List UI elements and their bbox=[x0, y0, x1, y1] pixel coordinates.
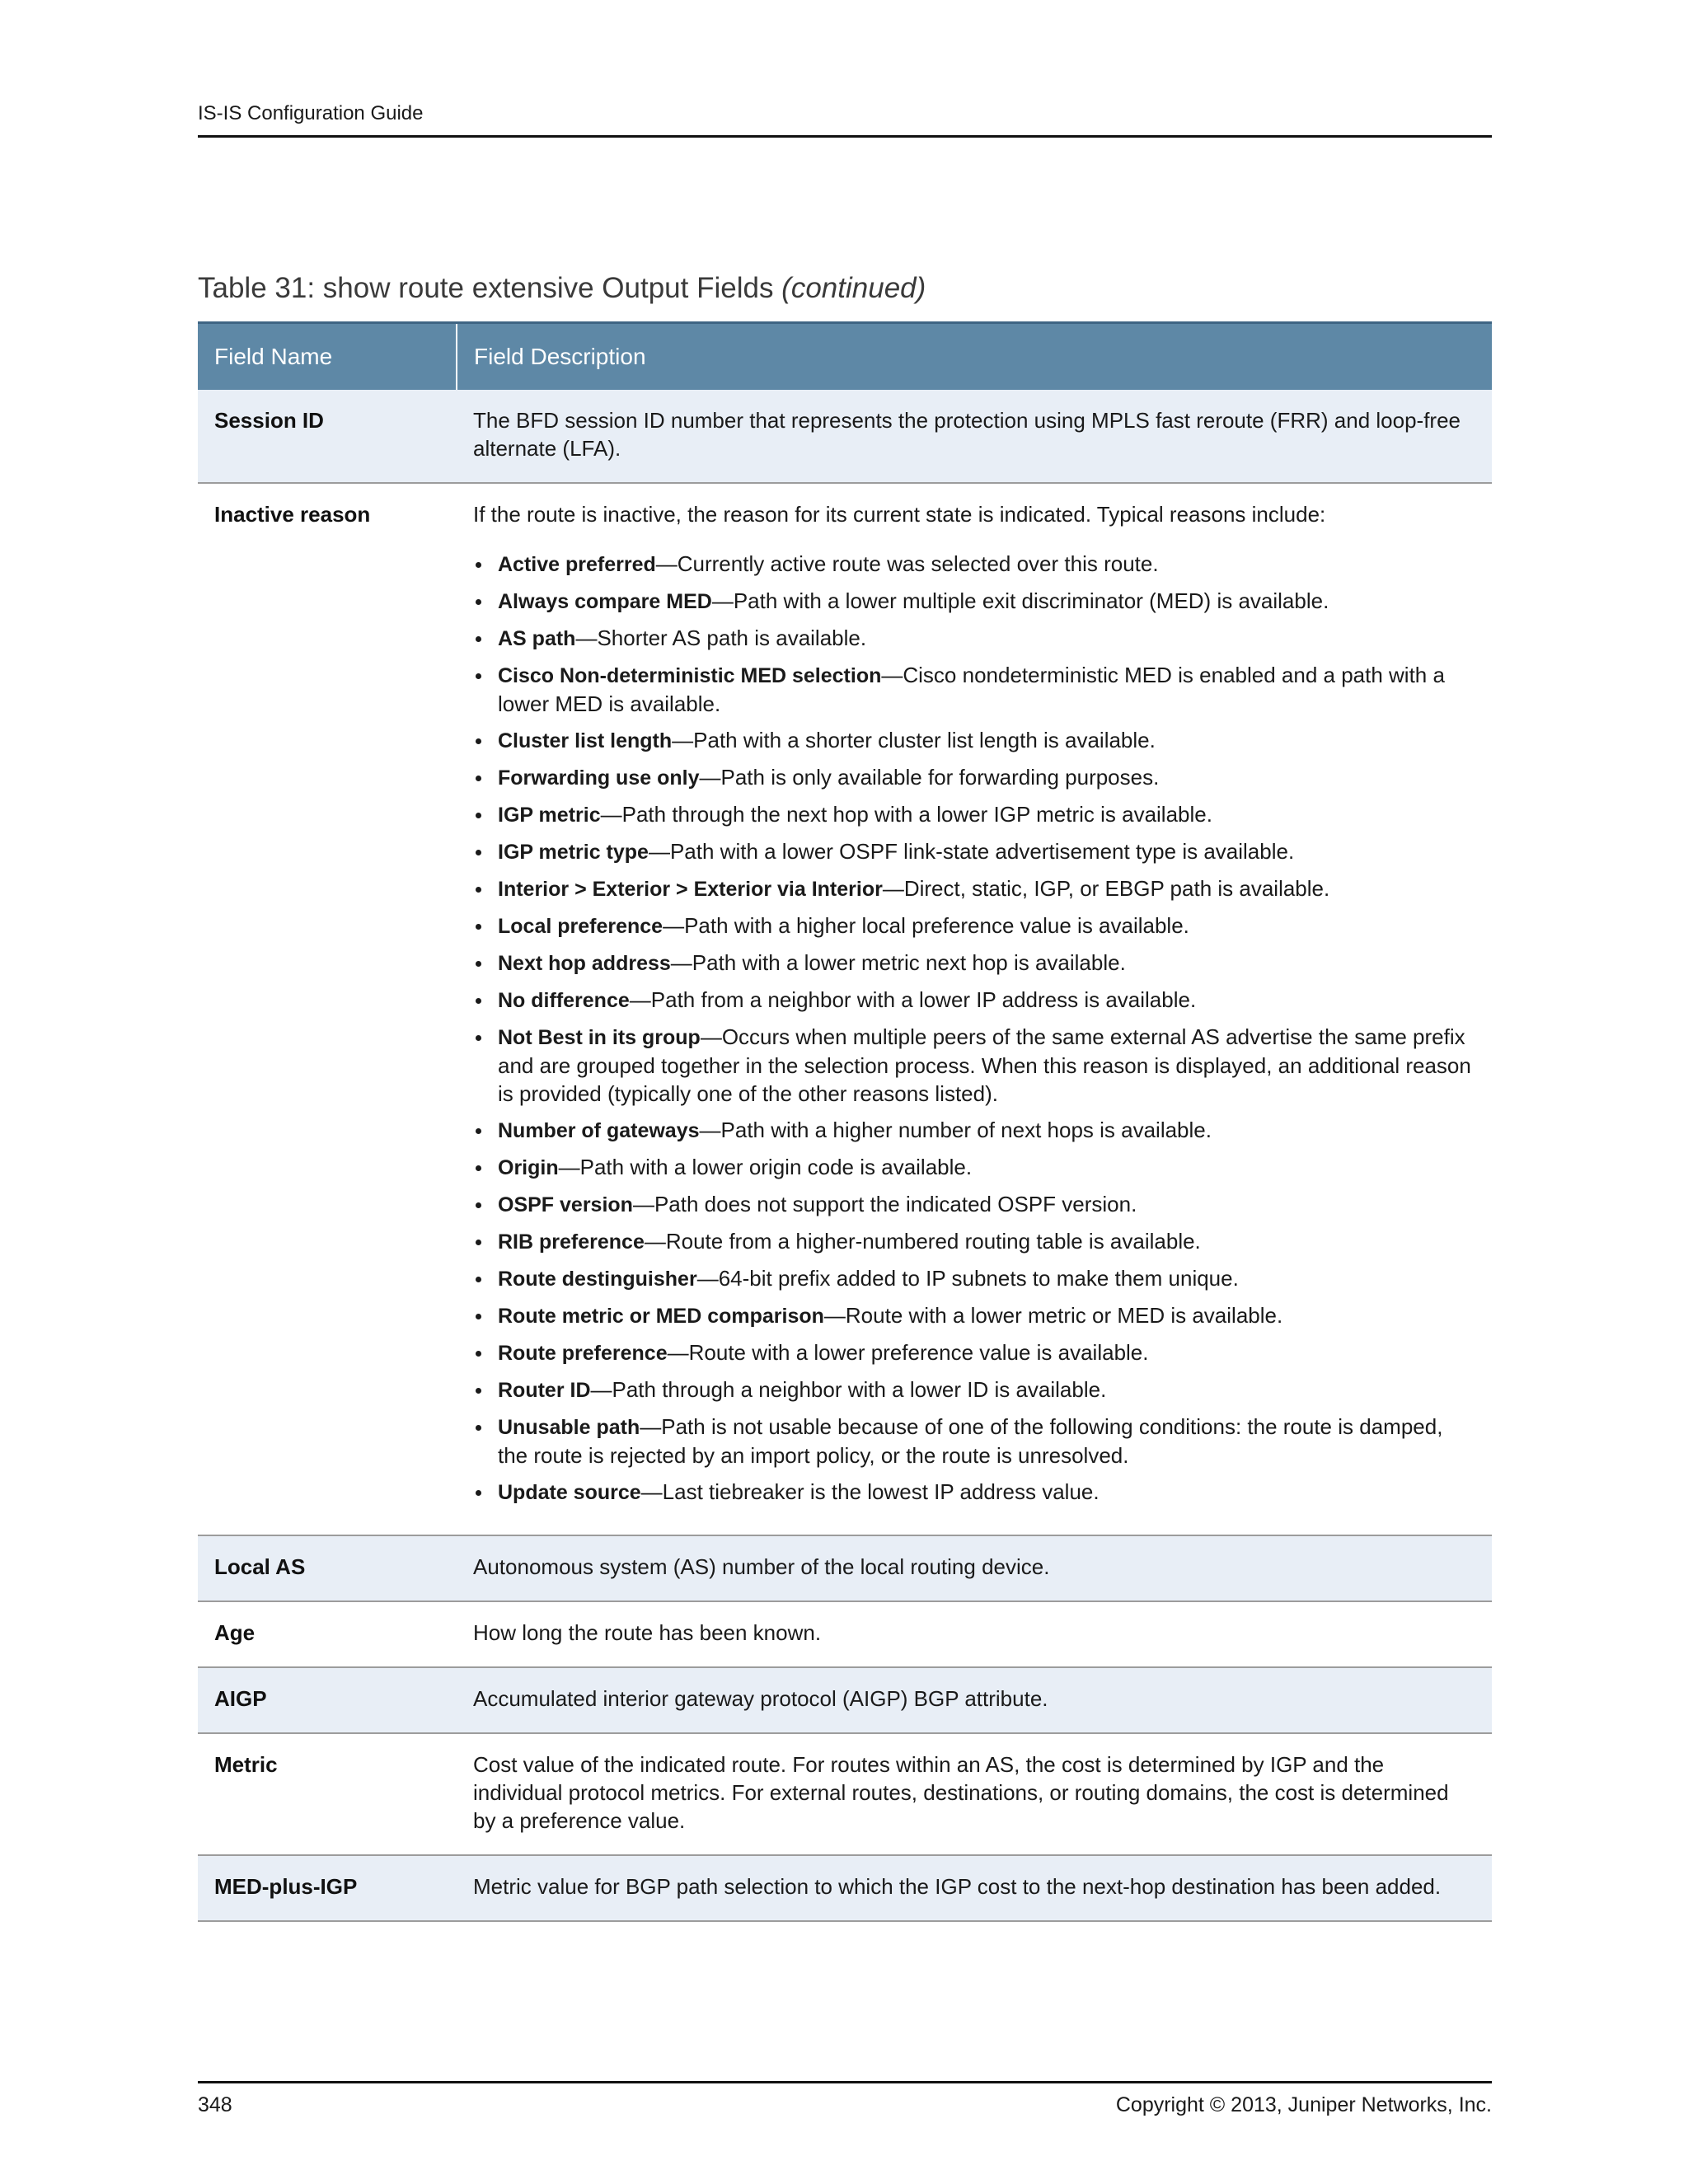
field-name: Local AS bbox=[198, 1535, 457, 1601]
reason-term: Router ID bbox=[498, 1379, 591, 1402]
reason-term: Cisco Non-deterministic MED selection bbox=[498, 664, 882, 687]
list-item bbox=[473, 986, 1475, 1015]
list-item bbox=[473, 1023, 1475, 1108]
table-row-aigp bbox=[198, 1667, 1492, 1733]
table-title bbox=[198, 272, 926, 305]
field-description: Metric value for BGP path selection to which the IGP cost to the next-hop destination has been added. bbox=[457, 1855, 1492, 1921]
reason-text: —Path with a higher number of next hops is available. bbox=[699, 1118, 1212, 1142]
field-description: Autonomous system (AS) number of the local routing device. bbox=[457, 1535, 1492, 1601]
list-item bbox=[473, 587, 1475, 616]
reason-term: Route destinguisher bbox=[498, 1268, 697, 1291]
reason-text: —Cisco nondeterministic MED is enabled and a path with a lower MED is available. bbox=[498, 663, 1445, 716]
table-row-local-as bbox=[198, 1535, 1492, 1601]
reason-term: Unusable path bbox=[498, 1416, 640, 1439]
list-item bbox=[473, 1376, 1475, 1404]
list-item bbox=[473, 1338, 1475, 1367]
reason-term: Always compare MED bbox=[498, 590, 712, 613]
reason-text: —Path through a neighbor with a lower ID is available. bbox=[590, 1377, 1107, 1402]
column-header-field-name: Field Name bbox=[198, 323, 457, 391]
page-number: 348 bbox=[198, 2093, 232, 2116]
reason-term: OSPF version bbox=[498, 1193, 633, 1216]
field-name: AIGP bbox=[198, 1667, 457, 1733]
list-item bbox=[473, 1478, 1475, 1507]
table-row-session-id bbox=[198, 390, 1492, 483]
copyright-notice: Copyright © 2013, Juniper Networks, Inc. bbox=[1115, 2093, 1492, 2116]
list-item bbox=[473, 1153, 1475, 1182]
list-item bbox=[473, 1264, 1475, 1293]
field-description: Accumulated interior gateway protocol (AIGP) BGP attribute. bbox=[457, 1667, 1492, 1733]
reason-term: IGP metric bbox=[498, 804, 601, 827]
field-description-intro: If the route is inactive, the reason for its current state is indicated. Typical reasons include: bbox=[473, 502, 1326, 527]
reason-term: Number of gateways bbox=[498, 1119, 700, 1142]
reason-term: Active preferred bbox=[498, 553, 656, 576]
reason-text: —Route with a lower preference value is available. bbox=[667, 1340, 1149, 1365]
list-item bbox=[473, 550, 1475, 579]
reason-term: Origin bbox=[498, 1156, 559, 1179]
reason-text: —Path from a neighbor with a lower IP address is available. bbox=[629, 987, 1197, 1012]
list-item bbox=[473, 1301, 1475, 1330]
reason-text: —Path is only available for forwarding purposes. bbox=[699, 765, 1160, 790]
table-row-med-plus-igp bbox=[198, 1855, 1492, 1921]
list-item bbox=[473, 837, 1475, 866]
list-item bbox=[473, 661, 1475, 718]
reason-text: —Route with a lower metric or MED is available. bbox=[823, 1303, 1283, 1328]
reason-term: Route preference bbox=[498, 1342, 668, 1365]
reason-term: Cluster list length bbox=[498, 729, 673, 752]
reason-text: —Path with a lower metric next hop is available. bbox=[670, 950, 1126, 975]
reason-term: Next hop address bbox=[498, 952, 671, 975]
reason-text: —Path with a higher local preference value is available. bbox=[663, 913, 1189, 938]
reason-text: —Path through the next hop with a lower IGP metric is available. bbox=[600, 802, 1212, 827]
inactive-reasons-list bbox=[473, 550, 1475, 1507]
field-description: Cost value of the indicated route. For routes within an AS, the cost is determined by IGP and the individual protocol metrics. For external routes, destinations, or routing domains, the cost is determined by a preference value. bbox=[457, 1733, 1492, 1855]
table-title-continued: (continued) bbox=[781, 272, 926, 304]
field-name: Inactive reason bbox=[198, 483, 457, 1535]
reason-term: Route metric or MED comparison bbox=[498, 1305, 824, 1328]
table-row-age bbox=[198, 1601, 1492, 1667]
running-header bbox=[198, 102, 1492, 138]
list-item bbox=[473, 800, 1475, 829]
running-header-title: IS-IS Configuration Guide bbox=[198, 102, 424, 124]
list-item bbox=[473, 912, 1475, 940]
reason-term: Local preference bbox=[498, 915, 663, 938]
reason-text: —Path with a lower origin code is available. bbox=[558, 1155, 973, 1179]
field-name: Metric bbox=[198, 1733, 457, 1855]
list-item bbox=[473, 726, 1475, 755]
field-description: How long the route has been known. bbox=[457, 1601, 1492, 1667]
list-item bbox=[473, 1190, 1475, 1219]
reason-text: —Direct, static, IGP, or EBGP path is available. bbox=[882, 876, 1330, 901]
reason-text: —Path with a shorter cluster list length is available. bbox=[672, 728, 1156, 752]
list-item bbox=[473, 624, 1475, 653]
table-header-row bbox=[198, 323, 1492, 391]
field-description: The BFD session ID number that represents the protection using MPLS fast reroute (FRR) and loop-free alternate (LFA). bbox=[457, 390, 1492, 483]
reason-text: —Occurs when multiple peers of the same external AS advertise the same prefix and are grouped together in the selection process. When this reason is displayed, an additional reason is provided (typically one of the other reasons listed). bbox=[498, 1024, 1471, 1106]
reason-text: —Currently active route was selected over this route. bbox=[655, 551, 1159, 576]
reason-term: RIB preference bbox=[498, 1230, 645, 1254]
reason-term: No difference bbox=[498, 989, 630, 1012]
reason-text: —64-bit prefix added to IP subnets to make them unique. bbox=[696, 1266, 1239, 1291]
list-item bbox=[473, 1227, 1475, 1256]
reason-text: —Path with a lower multiple exit discriminator (MED) is available. bbox=[711, 588, 1329, 613]
reason-term: Not Best in its group bbox=[498, 1026, 701, 1049]
running-footer bbox=[198, 2081, 1492, 2117]
field-name: Session ID bbox=[198, 390, 457, 483]
table-row-metric bbox=[198, 1733, 1492, 1855]
list-item bbox=[473, 1413, 1475, 1469]
reason-term: Interior > Exterior > Exterior via Interior bbox=[498, 878, 883, 901]
reason-term: AS path bbox=[498, 627, 576, 650]
reason-text: —Shorter AS path is available. bbox=[575, 626, 867, 650]
field-name: MED-plus-IGP bbox=[198, 1855, 457, 1921]
reason-text: —Last tiebreaker is the lowest IP address value. bbox=[640, 1479, 1100, 1504]
reason-text: —Path does not support the indicated OSPF version. bbox=[632, 1192, 1137, 1216]
list-item bbox=[473, 874, 1475, 903]
field-description bbox=[457, 483, 1492, 1535]
reason-term: Update source bbox=[498, 1481, 641, 1504]
reason-term: Forwarding use only bbox=[498, 766, 700, 790]
reason-text: —Path with a lower OSPF link-state advertisement type is available. bbox=[648, 839, 1295, 864]
table-row-inactive-reason bbox=[198, 483, 1492, 1535]
list-item bbox=[473, 949, 1475, 977]
field-name: Age bbox=[198, 1601, 457, 1667]
output-fields-table bbox=[198, 321, 1492, 1922]
list-item bbox=[473, 1116, 1475, 1145]
list-item bbox=[473, 763, 1475, 792]
reason-text: —Route from a higher-numbered routing table is available. bbox=[644, 1229, 1201, 1254]
reason-term: IGP metric type bbox=[498, 841, 649, 864]
column-header-field-description: Field Description bbox=[457, 323, 1492, 391]
reason-text: —Path is not usable because of one of the following conditions: the route is damped, the route is rejected by an import policy, or the route is unresolved. bbox=[498, 1414, 1443, 1468]
table-title-main: Table 31: show route extensive Output Fields bbox=[198, 272, 782, 304]
